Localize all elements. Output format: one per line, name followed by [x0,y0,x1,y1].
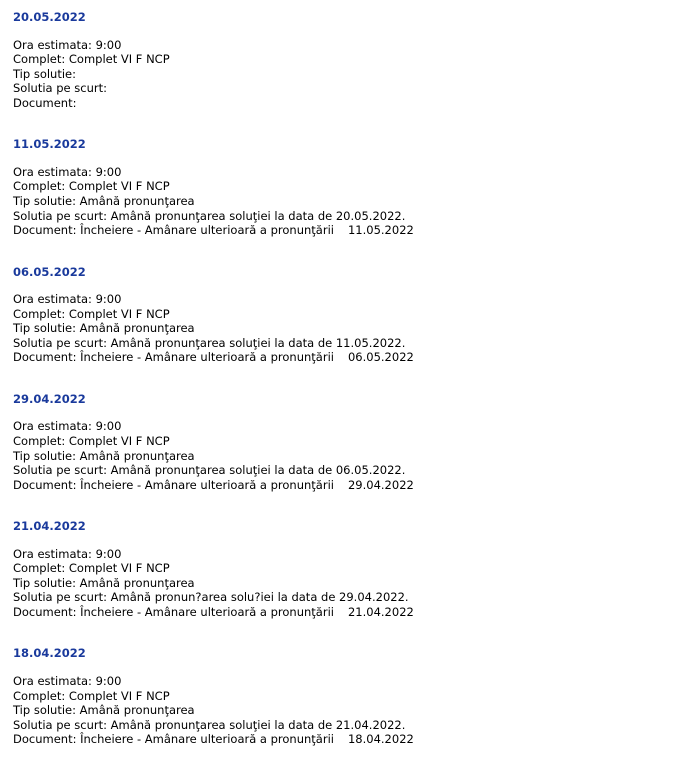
document-row [13,478,700,493]
document-label: Document: [13,350,77,365]
tip-label: Tip solutie: [13,448,76,463]
session-date: 20.05.2022 [13,10,86,24]
document-row [13,96,700,111]
solutia-label: Solutia pe scurt: [13,335,107,350]
session-date: 29.04.2022 [13,391,86,406]
tip-row [13,449,700,464]
document-label: Document: [13,732,77,747]
session-date: 21.04.2022 [13,519,86,534]
ora-row [13,674,700,689]
ora-label: Ora estimata: [13,37,92,52]
complet-row [13,561,700,576]
document-date: 06.05.2022 [347,350,414,365]
solutia-value: Amână pronun?area solu?iei la data de 29.04.2022. [110,590,409,605]
complet-row [13,434,700,449]
document-label: Document: [13,477,77,492]
session-date: 18.04.2022 [13,646,86,661]
complet-label: Complet: [13,688,66,703]
solutia-label: Solutia pe scurt: [13,463,107,478]
document-row [13,223,700,238]
tip-value: Amână pronunţarea [79,321,195,336]
tip-value: Amână pronunţarea [79,703,195,718]
solutia-row [13,209,700,224]
document-label: Document: [13,95,77,110]
ora-value: 9:00 [95,673,122,688]
ora-value: 9:00 [95,292,122,307]
session-entry [13,265,700,392]
ora-row [13,547,700,562]
session-date: 11.05.2022 [13,137,86,152]
solutia-row [13,463,700,478]
session-entry [13,646,700,773]
solutia-row [13,590,700,605]
solutia-row [13,336,700,351]
tip-value: Amână pronunţarea [79,448,195,463]
document-label: Document: [13,605,77,620]
document-value: Încheiere - Amânare ulterioară a pronunţării [80,605,334,620]
ora-label: Ora estimata: [13,673,92,688]
ora-row [13,292,700,307]
ora-row [13,419,700,434]
document-value: Încheiere - Amânare ulterioară a pronunţării [80,350,334,365]
complet-value: Complet VI F NCP [68,52,170,67]
tip-row [13,321,700,336]
tip-label: Tip solutie: [13,575,76,590]
complet-value: Complet VI F NCP [68,688,170,703]
tip-label: Tip solutie: [13,703,76,718]
solutia-value: Amână pronunţarea soluţiei la data de 06.05.2022. [110,463,406,478]
complet-label: Complet: [13,306,66,321]
complet-row [13,307,700,322]
complet-row [13,179,700,194]
ora-label: Ora estimata: [13,419,92,434]
ora-label: Ora estimata: [13,164,92,179]
ora-label: Ora estimata: [13,546,92,561]
session-entry [13,519,700,646]
complet-label: Complet: [13,179,66,194]
document-date: 21.04.2022 [347,605,414,620]
ora-value: 9:00 [95,37,122,52]
tip-row [13,67,700,82]
tip-row [13,576,700,591]
complet-value: Complet VI F NCP [68,561,170,576]
ora-label: Ora estimata: [13,292,92,307]
document-value: Încheiere - Amânare ulterioară a pronunţării [80,223,334,238]
session-entry [13,392,700,519]
document-date: 11.05.2022 [347,223,414,238]
document-label: Document: [13,223,77,238]
session-entry [13,137,700,264]
complet-value: Complet VI F NCP [68,433,170,448]
solutia-value: Amână pronunţarea soluţiei la data de 21.04.2022. [110,717,406,732]
document-value: Încheiere - Amânare ulterioară a pronunţării [80,477,334,492]
solutia-label: Solutia pe scurt: [13,81,107,96]
complet-label: Complet: [13,433,66,448]
solutia-label: Solutia pe scurt: [13,717,107,732]
tip-row [13,194,700,209]
complet-value: Complet VI F NCP [68,306,170,321]
solutia-label: Solutia pe scurt: [13,590,107,605]
solutia-label: Solutia pe scurt: [13,208,107,223]
complet-value: Complet VI F NCP [68,179,170,194]
ora-row [13,38,700,53]
ora-value: 9:00 [95,419,122,434]
tip-label: Tip solutie: [13,321,76,336]
solutia-row [13,81,700,96]
ora-value: 9:00 [95,546,122,561]
session-date: 06.05.2022 [13,264,86,279]
session-entry [13,10,700,137]
solutia-value: Amână pronunţarea soluţiei la data de 11.05.2022. [110,335,406,350]
document-row [13,605,700,620]
complet-label: Complet: [13,52,66,67]
tip-value: Amână pronunţarea [79,575,195,590]
solutia-row [13,718,700,733]
complet-row [13,52,700,67]
document-row [13,732,700,747]
document-row [13,350,700,365]
document-value: Încheiere - Amânare ulterioară a pronunţării [80,732,334,747]
tip-value: Amână pronunţarea [79,193,195,208]
document-date: 29.04.2022 [347,477,414,492]
document-date: 18.04.2022 [347,732,414,747]
ora-value: 9:00 [95,164,122,179]
tip-label: Tip solutie: [13,193,76,208]
ora-row [13,165,700,180]
tip-row [13,703,700,718]
complet-row [13,689,700,704]
tip-label: Tip solutie: [13,66,76,81]
solutia-value: Amână pronunţarea soluţiei la data de 20.05.2022. [110,208,406,223]
complet-label: Complet: [13,561,66,576]
